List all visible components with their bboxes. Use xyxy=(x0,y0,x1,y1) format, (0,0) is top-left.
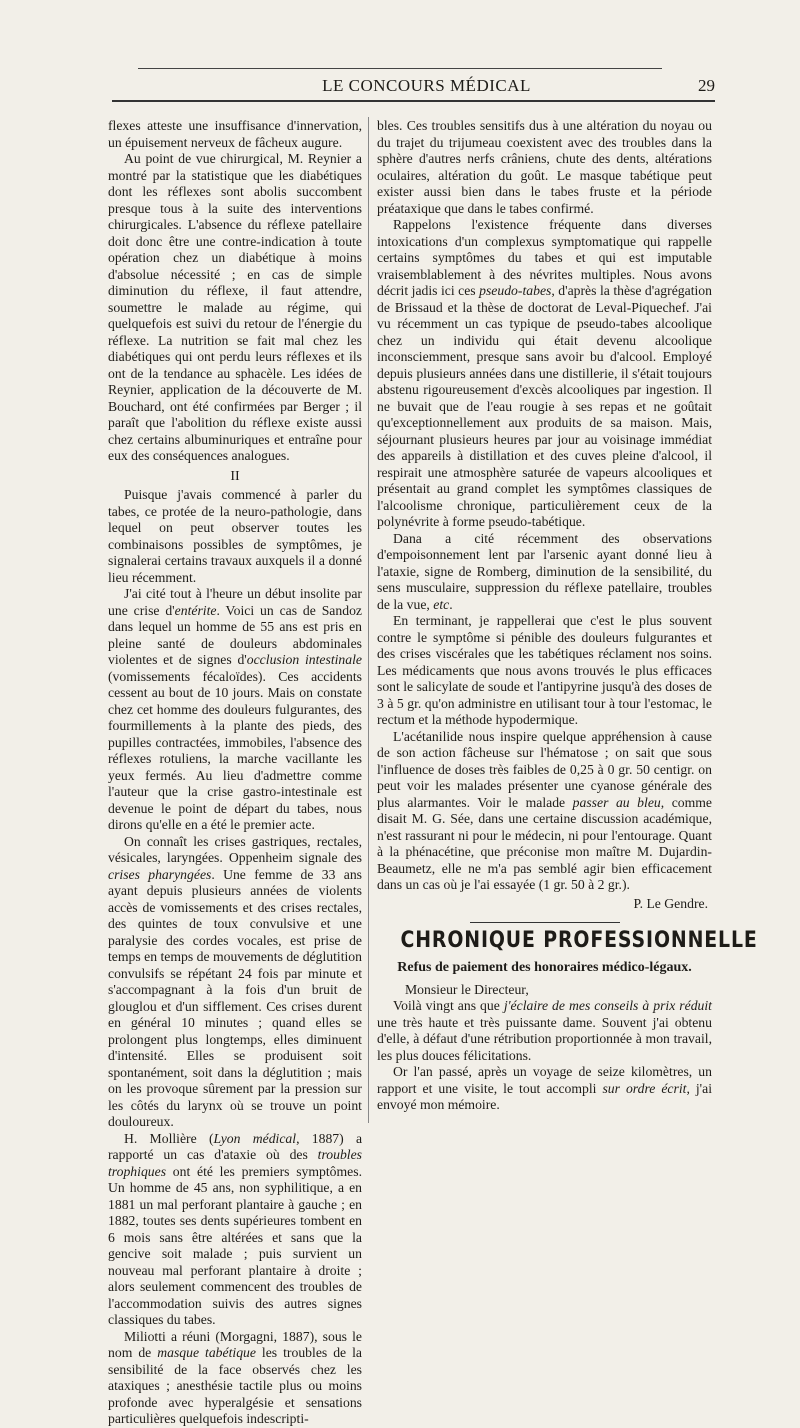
header-rule xyxy=(112,100,715,102)
section-heading: CHRONIQUE PROFESSIONNELLE xyxy=(400,928,758,953)
left-column xyxy=(108,118,362,1428)
paragraph: Voilà vingt ans que j'éclaire de mes conseils à prix réduit une très haute et très puissante dame. Souvent j'ai obtenu d'elle, à défaut d'une rétribution proportionnée à mon travail, les plus douces félicitations. xyxy=(377,998,712,1063)
paragraph: J'ai cité tout à l'heure un début insolite par une crise d'entérite. Voici un cas de Sandoz dans lequel un homme de 55 ans est pris en pleine santé de douleurs abdominales violentes et de signes d'occlusion intestinale (vomissements fécaloïdes). Ces accidents cessent au bout de 10 jours. Mais on constate chez cet homme des douleurs fulgurantes, des fourmillements à la plante des pieds, des pupilles contractées, immobiles, l'absence des réflexes rotuliens, la marche vacillante les yeux fermés. Au lieu d'admettre comme l'auteur que la crise gastro-intestinale est devenue le point de départ du tabes, nous dirons qu'elle en a été le premier acte. xyxy=(108,586,362,832)
top-rule xyxy=(138,68,662,69)
author-signature: P. Le Gendre. xyxy=(633,895,708,911)
paragraph: Dana a cité récemment des observations d'empoisonnement lent par l'arsenic ayant donné lieu à l'ataxie, signe de Romberg, diminution de la sensibilité, du sens musculaire, suppression du réflexe patellaire, troubles de la vue, etc. xyxy=(377,530,712,612)
salutation: Monsieur le Directeur, xyxy=(405,981,529,997)
column-divider xyxy=(368,117,369,1123)
paragraph: flexes atteste une insuffisance d'innervation, un épuisement nerveux de fâcheux augure. xyxy=(108,118,362,150)
journal-title: LE CONCOURS MÉDICAL xyxy=(322,76,531,95)
paragraph: Miliotti a réuni (Morgagni, 1887), sous le nom de masque tabétique les troubles de la sensibilité de la face observés chez les ataxiques ; anesthésie tactile plus ou moins profonde avec hyperalgésie et sensations particulières quelquefois indescripti- xyxy=(108,1328,362,1426)
section-number: II xyxy=(230,468,240,484)
running-header xyxy=(138,72,715,96)
paragraph: En terminant, je rappellerai que c'est le plus souvent contre le symptôme si pénible des douleurs fulgurantes et des crises viscérales que les tabétiques réclament nos soins. Les médicaments que nous avons trouvés le plus efficaces sont le salicylate de soude et l'antipyrine jusqu'à des doses de 3 à 5 gr. qu'on administre en utilisant tour à tour l'estomac, le rectum et la méthode hypodermique. xyxy=(377,613,712,727)
page-number: 29 xyxy=(698,76,715,95)
paragraph: bles. Ces troubles sensitifs dus à une altération du noyau ou du trajet du trijumeau coexistent avec des troubles dans la sphère d'autres nerfs crâniens, chute des dents, altérations oculaires, altération du goût. Le masque tabétique peut exister aussi bien dans le tabes fruste et la période préataxique que dans le tabes confirmé. xyxy=(377,118,712,216)
right-column xyxy=(377,118,758,1114)
paragraph: Puisque j'avais commencé à parler du tabes, ce protée de la neuro-pathologie, dans lequel on peut observer toutes les combinaisons possibles de symptômes, je signalerai certains travaux auxquels il a donné lieu récemment. xyxy=(108,487,362,585)
section-rule xyxy=(470,922,620,923)
paragraph: On connaît les crises gastriques, rectales, vésicales, laryngées. Oppenheim signale des crises pharyngées. Une femme de 33 ans ayant depuis plusieurs années de violents accès de vomissements et des crises rectales, des quintes de toux convulsive et une paralysie des cordes vocales, est prise de temps en temps de mouvements de déglutition convulsifs se répétant 24 fois par minute et s'accompagnant à la fois d'un bruit de glouglou et d'un sifflement. Ces crises durent en général 10 minutes ; quand elles se prolongent plus longtemps, elles diminuent d'intensité. Elles se produisent soit spontanément, soit dans la déglutition ; mais on les provoque sûrement par la pression sur les côtés du larynx où se trouve un point douloureux. xyxy=(108,833,362,1129)
paragraph: H. Mollière (Lyon médical, 1887) a rapporté un cas d'ataxie où des troubles trophiques ont été les premiers symptômes. Un homme de 45 ans, non syphilitique, a en 1881 un mal perforant plantaire à gauche ; en 1882, toutes ses dents supérieures tombent en 6 mois sans être altérées et sans que la gencive soit malade ; puis survient un nouveau mal perforant plantaire à droite ; alors seulement commencent des troubles de l'accommodation suivis des autres signes classiques du tabes. xyxy=(108,1130,363,1327)
paragraph: L'acétanilide nous inspire quelque appréhension à cause de son action fâcheuse sur l'hématose ; on sait que sous l'influence de doses très faibles de 0,25 à 0 gr. 50 centigr. on peut voir les malades présenter une cyanose générale des plus alarmantes. Voir le malade passer au bleu, comme disait M. G. Sée, dans une certaine discussion académique, n'est rassurant ni pour le médecin, ni pour l'entourage. Quant à la phénacétine, que préconise mon maître M. Dujardin-Beaumetz, elle ne m'a pas semblé agir bien efficacement dans un cas où je l'ai essayée (1 gr. 50 à 2 gr.). xyxy=(377,728,712,892)
paragraph: Rappelons l'existence fréquente dans diverses intoxications d'un complexus symptomatique qui rappelle certains symptômes du tabes et qui est imputable vraisemblablement à des névrites multiples. Nous avons décrit jadis ici ces pseudo-tabes, d'après la thèse d'agrégation de Brissaud et la thèse de doctorat de Leval-Piquechef. J'ai vu récemment un cas typique de pseudo-tabes alcoolique chez un individu qui était devenu alcoolique inconsciemment, presque sans avoir bu d'alcool. Employé depuis plusieurs années dans une distillerie, il s'était toujours abstenu rigoureusement d'excès alcooliques par ingestion. Il ne buvait que de l'eau rougie à ses repas et ne goûtait qu'exceptionnellement aux produits de sa maison. Mais, séjournant plusieurs heures par jour au voisinage immédiat des appareils à distillation et des cuves pleine d'alcool, il respirait une atmosphère saturée de vapeurs alcooliques et présentait au grand complet les symptômes classiques de l'alcoolisme chronique, particulièrement ceux de la polynévrite à forme pseudo-tabétique. xyxy=(377,217,712,529)
paragraph: Or l'an passé, après un voyage de seize kilomètres, un rapport et une visite, le tout accompli sur ordre écrit, j'ai envoyé mon mémoire. xyxy=(377,1064,712,1112)
paragraph: Au point de vue chirurgical, M. Reynier a montré par la statistique que les diabétiques dont les réflexes sont abolis succombent presque tous à la suite des interventions chirurgicales. L'absence du réflexe patellaire doit donc être une contre-indication à toute opération chez un diabétique à moins d'absolue nécessité ; en cas de simple diminution du réflexe, il faut attendre, soumettre le malade au régime, qui quelquefois est suivi du retour de l'énergie du réflexe. La nutrition se fait mal chez les diabétiques qui ont perdu leurs réflexes et ils ont de la tendance au sphacèle. Les idées de Reynier, application de la découverte de M. Bouchard, ont été confirmées par Berger ; il paraît que l'abolition du réflexe existe aussi chez certains albuminuriques et entraîne pour eux des conséquences analogues. xyxy=(108,151,362,463)
article-title: Refus de paiement des honoraires médico-légaux. xyxy=(397,959,692,975)
